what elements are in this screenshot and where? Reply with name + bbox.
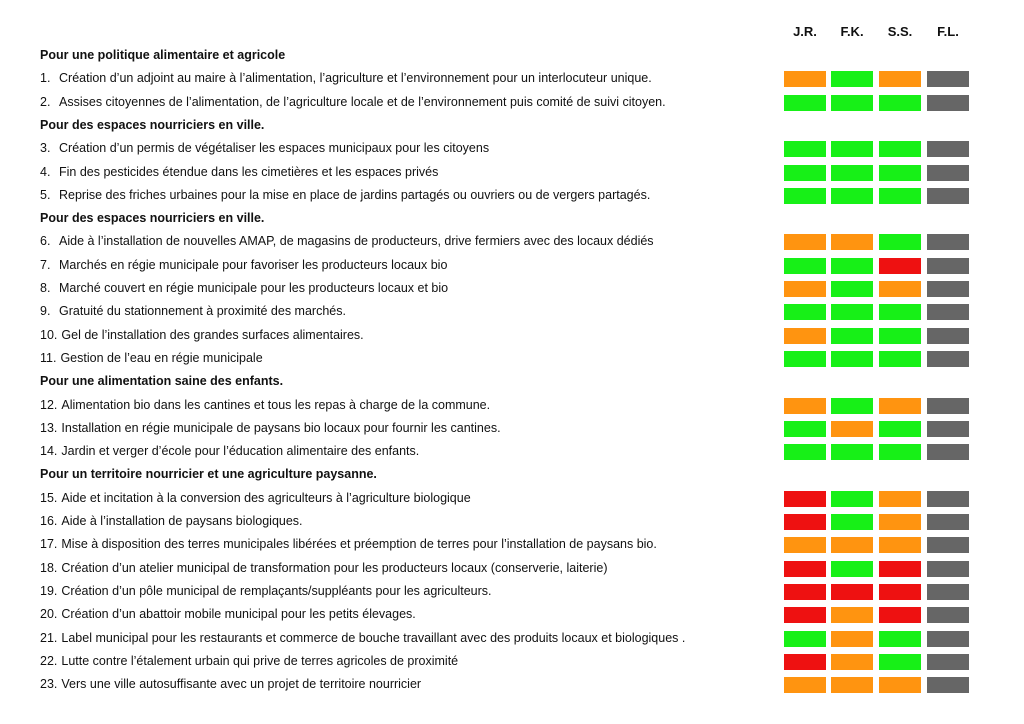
- item-text: Aide à l’installation de nouvelles AMAP, de magasins de producteurs, drive fermiers avec des locaux dédiés: [59, 234, 654, 249]
- item-number: 10.: [40, 327, 58, 342]
- list-item: [40, 491, 471, 505]
- rating-cell-orange: [784, 537, 826, 553]
- item-text: Création d’un abattoir mobile municipal pour les petits élevages.: [61, 607, 416, 622]
- rating-cell-gray: [927, 537, 969, 553]
- rating-cell-green: [831, 258, 873, 274]
- rating-cell-green: [879, 654, 921, 670]
- rating-cell-gray: [927, 165, 969, 181]
- rating-cell-gray: [927, 234, 969, 250]
- column-header: J.R.: [793, 24, 817, 39]
- section-heading: Pour une alimentation saine des enfants.: [40, 374, 284, 389]
- item-number: 22.: [40, 653, 58, 668]
- item-text: Gratuité du stationnement à proximité des marchés.: [59, 304, 346, 319]
- rating-cell-red: [831, 584, 873, 600]
- rating-cell-gray: [927, 95, 969, 111]
- rating-cell-green: [831, 95, 873, 111]
- rating-cell-green: [831, 188, 873, 204]
- list-item: [40, 631, 685, 645]
- rating-cell-gray: [927, 281, 969, 297]
- rating-cell-green: [879, 188, 921, 204]
- rating-cell-green: [879, 141, 921, 157]
- rating-cell-green: [831, 351, 873, 367]
- rating-cell-red: [784, 514, 826, 530]
- rating-cell-red: [784, 584, 826, 600]
- rating-cell-green: [879, 351, 921, 367]
- list-item: [40, 328, 364, 342]
- item-number: 21.: [40, 630, 58, 645]
- item-text: Création d’un permis de végétaliser les espaces municipaux pour les citoyens: [59, 141, 490, 156]
- item-text: Aide à l’installation de paysans biologiques.: [61, 514, 303, 528]
- rating-cell-orange: [831, 631, 873, 647]
- item-text: Assises citoyennes de l’alimentation, de l’agriculture locale et de l’environnement puis comité de suivi citoyen.: [59, 94, 666, 109]
- rating-cell-orange: [784, 234, 826, 250]
- column-header: F.K.: [840, 24, 864, 39]
- item-number: 13.: [40, 420, 58, 435]
- item-text: Reprise des friches urbaines pour la mise en place de jardins partagés ou ouvriers ou de vergers partagés.: [59, 187, 651, 202]
- list-item: [40, 281, 448, 295]
- rating-cell-green: [831, 71, 873, 87]
- rating-cell-gray: [927, 188, 969, 204]
- section-heading: Pour des espaces nourriciers en ville.: [40, 117, 265, 132]
- rating-cell-orange: [784, 328, 826, 344]
- rating-cell-orange: [831, 234, 873, 250]
- rating-cell-green: [784, 258, 826, 274]
- rating-cell-green: [784, 421, 826, 437]
- list-item: [40, 584, 492, 598]
- rating-cell-red: [879, 607, 921, 623]
- rating-cell-gray: [927, 677, 969, 693]
- section-heading: Pour une politique alimentaire et agricole: [40, 48, 286, 62]
- rating-cell-green: [831, 165, 873, 181]
- rating-cell-orange: [784, 281, 826, 297]
- item-text: Création d’un atelier municipal de transformation pour les producteurs locaux (conserverie, laiterie): [61, 560, 608, 575]
- rating-cell-red: [784, 561, 826, 577]
- item-text: Mise à disposition des terres municipales libérées et préemption de terres pour l’installation de paysans bio.: [61, 537, 657, 552]
- list-item: [40, 71, 652, 85]
- list-item: [40, 351, 263, 365]
- rating-cell-gray: [927, 351, 969, 367]
- item-number: 17.: [40, 537, 58, 552]
- item-text: Aide et incitation à la conversion des agriculteurs à l’agriculture biologique: [61, 490, 471, 505]
- rating-cell-orange: [831, 421, 873, 437]
- rating-cell-green: [879, 95, 921, 111]
- item-number: 18.: [40, 560, 58, 575]
- list-item: [40, 654, 458, 668]
- list-item: [40, 398, 490, 412]
- rating-cell-orange: [831, 537, 873, 553]
- item-text: Jardin et verger d’école pour l’éducation alimentaire des enfants.: [61, 444, 420, 459]
- rating-cell-green: [879, 631, 921, 647]
- rating-cell-gray: [927, 561, 969, 577]
- rating-cell-green: [784, 188, 826, 204]
- rating-cell-orange: [879, 677, 921, 693]
- rating-cell-green: [879, 234, 921, 250]
- section-heading: Pour des espaces nourriciers en ville.: [40, 211, 265, 226]
- rating-cell-orange: [879, 491, 921, 507]
- rating-cell-green: [879, 444, 921, 460]
- rating-cell-red: [784, 491, 826, 507]
- rating-cell-green: [784, 304, 826, 320]
- rating-cell-green: [784, 444, 826, 460]
- item-text: Label municipal pour les restaurants et commerce de bouche travaillant avec des produits locaux et biologiques .: [61, 630, 686, 645]
- rating-cell-green: [879, 165, 921, 181]
- rating-cell-orange: [784, 71, 826, 87]
- item-number: 11.: [40, 350, 57, 365]
- rating-cell-gray: [927, 258, 969, 274]
- rating-cell-gray: [927, 141, 969, 157]
- rating-cell-orange: [879, 537, 921, 553]
- list-item: [40, 514, 303, 528]
- rating-cell-gray: [927, 607, 969, 623]
- list-item: [40, 444, 419, 458]
- item-number: 1.: [40, 71, 51, 86]
- item-number: 8.: [40, 281, 51, 295]
- rating-cell-gray: [927, 304, 969, 320]
- rating-cell-green: [784, 141, 826, 157]
- list-item: [40, 165, 438, 179]
- list-item: [40, 421, 501, 435]
- rating-cell-green: [784, 631, 826, 647]
- rating-cell-green: [831, 141, 873, 157]
- list-item: [40, 677, 421, 691]
- item-text: Marché couvert en régie municipale pour les producteurs locaux et bio: [59, 281, 449, 295]
- rating-cell-gray: [927, 328, 969, 344]
- item-number: 9.: [40, 304, 51, 319]
- rating-cell-orange: [784, 677, 826, 693]
- rating-cell-orange: [831, 607, 873, 623]
- rating-cell-green: [879, 304, 921, 320]
- rating-cell-orange: [879, 514, 921, 530]
- rating-cell-gray: [927, 584, 969, 600]
- item-number: 6.: [40, 234, 51, 249]
- item-text: Gestion de l’eau en régie municipale: [60, 350, 263, 365]
- rating-cell-orange: [831, 654, 873, 670]
- rating-cell-green: [879, 328, 921, 344]
- rating-cell-gray: [927, 398, 969, 414]
- rating-cell-green: [831, 561, 873, 577]
- list-item: [40, 537, 657, 551]
- rating-cell-green: [831, 398, 873, 414]
- item-text: Création d’un pôle municipal de remplaçants/suppléants pour les agriculteurs.: [61, 583, 492, 598]
- item-text: Vers une ville autosuffisante avec un projet de territoire nourricier: [61, 677, 422, 692]
- item-text: Lutte contre l’étalement urbain qui prive de terres agricoles de proximité: [61, 653, 459, 668]
- rating-cell-orange: [879, 281, 921, 297]
- rating-cell-gray: [927, 654, 969, 670]
- rating-cell-green: [831, 514, 873, 530]
- rating-cell-orange: [831, 677, 873, 693]
- item-number: 3.: [40, 141, 51, 156]
- rating-cell-green: [784, 95, 826, 111]
- rating-cell-red: [879, 561, 921, 577]
- item-number: 7.: [40, 257, 51, 272]
- item-text: Création d’un adjoint au maire à l’alimentation, l’agriculture et l’environnement pour un interlocuteur unique.: [59, 71, 652, 86]
- rating-cell-red: [879, 258, 921, 274]
- item-number: 2.: [40, 94, 51, 109]
- rating-cell-green: [879, 421, 921, 437]
- rating-cell-green: [831, 491, 873, 507]
- rating-cell-gray: [927, 514, 969, 530]
- list-item: [40, 304, 346, 318]
- rating-cell-gray: [927, 421, 969, 437]
- item-number: 12.: [40, 397, 58, 412]
- section-heading: Pour un territoire nourricier et une agriculture paysanne.: [40, 467, 377, 482]
- item-number: 20.: [40, 607, 58, 622]
- item-number: 19.: [40, 583, 58, 598]
- rating-cell-gray: [927, 631, 969, 647]
- rating-cell-orange: [879, 398, 921, 414]
- rating-cell-red: [784, 607, 826, 623]
- list-item: [40, 234, 654, 248]
- rating-cell-orange: [784, 398, 826, 414]
- rating-cell-green: [784, 351, 826, 367]
- item-number: 4.: [40, 164, 51, 179]
- list-item: [40, 258, 447, 272]
- rating-cell-gray: [927, 491, 969, 507]
- list-item: [40, 188, 650, 202]
- rating-cell-red: [879, 584, 921, 600]
- rating-cell-green: [784, 165, 826, 181]
- item-number: 16.: [40, 514, 58, 528]
- rating-cell-gray: [927, 444, 969, 460]
- item-text: Gel de l’installation des grandes surfaces alimentaires.: [61, 327, 364, 342]
- column-header: S.S.: [887, 24, 913, 39]
- rating-cell-green: [831, 304, 873, 320]
- item-number: 15.: [40, 490, 58, 505]
- rating-cell-orange: [879, 71, 921, 87]
- rating-cell-green: [831, 281, 873, 297]
- column-header: F.L.: [937, 24, 959, 39]
- item-number: 5.: [40, 187, 51, 202]
- rating-cell-gray: [927, 71, 969, 87]
- item-text: Marchés en régie municipale pour favoriser les producteurs locaux bio: [59, 257, 448, 272]
- rating-cell-red: [784, 654, 826, 670]
- list-item: [40, 607, 416, 621]
- item-number: 14.: [40, 444, 58, 459]
- item-text: Alimentation bio dans les cantines et tous les repas à charge de la commune.: [61, 397, 491, 412]
- list-item: [40, 141, 489, 155]
- rating-cell-green: [831, 444, 873, 460]
- item-number: 23.: [40, 677, 58, 692]
- rating-cell-green: [831, 328, 873, 344]
- item-text: Installation en régie municipale de paysans bio locaux pour fournir les cantines.: [61, 420, 501, 435]
- list-item: [40, 561, 608, 575]
- item-text: Fin des pesticides étendue dans les cimetières et les espaces privés: [59, 164, 439, 179]
- list-item: [40, 95, 666, 109]
